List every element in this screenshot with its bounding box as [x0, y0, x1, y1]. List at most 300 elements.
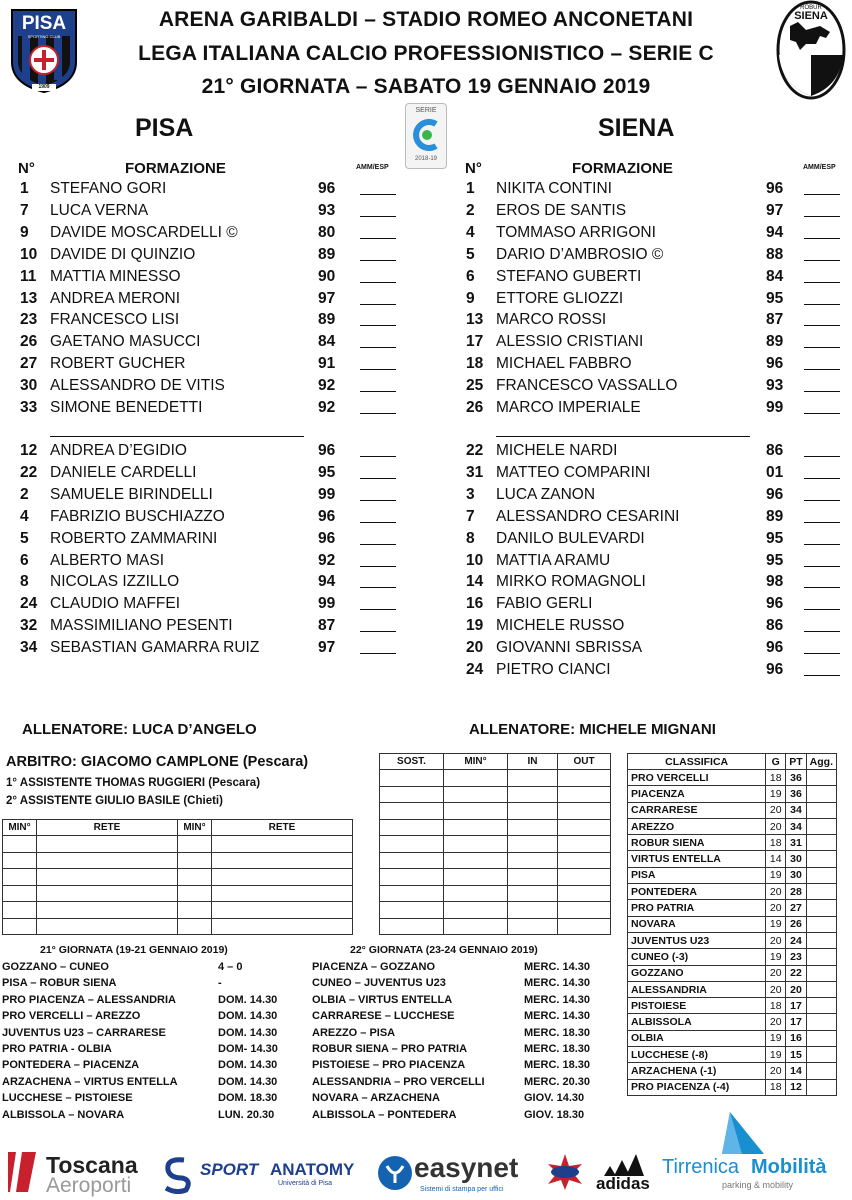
- standings-row: [628, 1063, 837, 1079]
- standings-pt-header: PT: [786, 754, 806, 770]
- standings-agg-header: Agg.: [806, 754, 836, 770]
- standings-games: 20: [766, 965, 786, 981]
- standings-games: 19: [766, 949, 786, 965]
- amm-esp-field: [804, 325, 840, 326]
- player-year: 96: [766, 485, 784, 503]
- standings-row: [628, 770, 837, 786]
- goals-min2-header: MIN°: [178, 820, 212, 836]
- player-name: MICHELE NARDI: [496, 442, 618, 459]
- fixture-info: MERC. 18.30: [524, 1043, 591, 1055]
- goals-cell: [3, 852, 37, 869]
- subs-cell: [558, 803, 611, 820]
- subs-row: [380, 836, 611, 853]
- standings-points: 26: [786, 916, 806, 932]
- subs-row: [380, 770, 611, 787]
- standings-row: [628, 900, 837, 916]
- goals-row: [3, 852, 353, 869]
- subs-cell: [444, 786, 508, 803]
- fixture-info: DOM. 14.30: [218, 1026, 278, 1039]
- home-starter-player-row: [20, 268, 440, 290]
- goals-cell: [212, 918, 353, 935]
- amm-esp-field: [360, 282, 396, 283]
- fixture-match: PISTOIESE – PRO PIACENZA: [312, 1059, 466, 1072]
- fixture-row: [312, 1010, 612, 1026]
- away-starter-player-row: [466, 377, 852, 399]
- home-starter-player-row: [20, 399, 440, 421]
- amm-esp-field: [804, 631, 840, 632]
- player-name: ALBERTO MASI: [50, 551, 164, 569]
- amm-esp-field: [360, 544, 396, 545]
- amm-esp-field: [360, 413, 396, 414]
- player-year: 86: [766, 617, 784, 635]
- player-name: SEBASTIAN GAMARRA RUIZ: [50, 639, 260, 657]
- subs-cell: [558, 852, 611, 869]
- goals-cell: [178, 852, 212, 869]
- player-name: FRANCESCO VASSALLO: [496, 377, 678, 395]
- standings-games: 19: [766, 916, 786, 932]
- standings-points: 20: [786, 981, 806, 997]
- player-number: 34: [20, 639, 38, 657]
- home-sub-player-row: [20, 617, 440, 639]
- player-number: 26: [20, 333, 38, 351]
- player-name: FRANCESCO LISI: [50, 311, 180, 329]
- fixture-row: [2, 1092, 302, 1108]
- amm-esp-field: [360, 325, 396, 326]
- home-formazione-header: FORMAZIONE: [125, 160, 226, 177]
- subs-row: [380, 786, 611, 803]
- goals-row: [3, 885, 353, 902]
- home-team-name: PISA: [135, 114, 194, 142]
- player-name: NICOLAS IZZILLO: [50, 573, 180, 591]
- standings-team: CUNEO (-3): [628, 949, 766, 965]
- fixture-info: GIOV. 14.30: [524, 1092, 585, 1105]
- subs-cell: [380, 786, 444, 803]
- away-sub-player-row: [466, 617, 852, 639]
- player-year: 97: [766, 201, 784, 219]
- standings-games: 20: [766, 900, 786, 916]
- serie-c-badge: [405, 103, 447, 169]
- away-starter-player-row: [466, 180, 852, 202]
- amm-esp-field: [360, 653, 396, 654]
- player-year: 84: [318, 333, 336, 351]
- goals-table: [2, 819, 353, 935]
- player-name: MIRKO ROMAGNOLI: [496, 573, 646, 591]
- goals-cell: [3, 902, 37, 919]
- player-number: 3: [466, 485, 475, 503]
- pisa-logo-subtext: SPORTING CLUB: [27, 34, 61, 39]
- subs-cell: [558, 885, 611, 902]
- standings-g-header: G: [766, 754, 786, 770]
- tirrenica-icon: [720, 1108, 770, 1156]
- subs-cell: [508, 836, 558, 853]
- amm-esp-field: [804, 478, 840, 479]
- goals-cell: [178, 902, 212, 919]
- home-sub-player-row: [20, 552, 440, 574]
- player-year: 96: [766, 639, 784, 657]
- player-name: MASSIMILIANO PESENTI: [50, 617, 233, 635]
- away-sub-player-row: [466, 639, 852, 661]
- amm-esp-field: [804, 238, 840, 239]
- standings-points: 22: [786, 965, 806, 981]
- anatomy-text: ANATOMY: [270, 1160, 355, 1179]
- goals-rete-header: RETE: [37, 820, 178, 836]
- fixture-row: [2, 961, 302, 977]
- fixture-info: DOM. 14.30: [218, 1075, 278, 1088]
- away-sub-player-row: [466, 595, 852, 617]
- standings-team: PONTEDERA: [628, 884, 766, 900]
- player-name: MATTEO COMPARINI: [496, 463, 651, 481]
- player-number: 23: [20, 311, 38, 329]
- amm-esp-field: [360, 566, 396, 567]
- league-title: LEGA ITALIANA CALCIO PROFESSIONISTICO – SERIE C: [138, 42, 714, 65]
- home-starter-player-row: [20, 290, 440, 312]
- subs-row: [380, 852, 611, 869]
- amm-esp-field: [360, 369, 396, 370]
- standings-team: ALESSANDRIA: [628, 981, 766, 997]
- player-number: 8: [466, 529, 475, 547]
- tirrenica-text: Tirrenica: [662, 1156, 740, 1178]
- player-number: 5: [20, 529, 29, 547]
- fixture-info: MERC. 14.30: [524, 993, 591, 1006]
- standings-games: 20: [766, 818, 786, 834]
- standings-team: PRO VERCELLI: [628, 770, 766, 786]
- fixture-row: [312, 994, 612, 1010]
- away-subs-divider: [496, 436, 750, 437]
- fixture-match: PISA – ROBUR SIENA: [2, 977, 117, 990]
- home-starter-player-row: [20, 246, 440, 268]
- standings-row: [628, 884, 837, 900]
- player-name: ROBERT GUCHER: [50, 355, 186, 373]
- standings-games: 19: [766, 1030, 786, 1046]
- subs-cell: [444, 836, 508, 853]
- subs-cell: [444, 770, 508, 787]
- away-sub-player-row: [466, 573, 852, 595]
- amm-esp-field: [804, 391, 840, 392]
- home-sub-player-row: [20, 573, 440, 595]
- home-sub-player-row: [20, 486, 440, 508]
- away-sub-player-row: [466, 442, 852, 464]
- amm-esp-field: [360, 194, 396, 195]
- player-name: PIETRO CIANCI: [496, 661, 611, 678]
- subs-cell: [444, 819, 508, 836]
- fixture-info: GIOV. 18.30: [524, 1108, 585, 1121]
- standings-row: [628, 965, 837, 981]
- fixture-match: PRO PIACENZA – ALESSANDRIA: [2, 993, 176, 1006]
- standings-points: 36: [786, 786, 806, 802]
- player-year: 96: [766, 661, 784, 678]
- subs-cell: [508, 869, 558, 886]
- player-number: 18: [466, 355, 484, 373]
- subs-cell: [558, 902, 611, 919]
- player-year: 89: [766, 507, 784, 525]
- referee: ARBITRO: GIACOMO CAMPLONE (Pescara): [6, 754, 309, 770]
- away-starter-player-row: [466, 202, 852, 224]
- standings-points: 14: [786, 1063, 806, 1079]
- amm-esp-field: [804, 566, 840, 567]
- fixture-match: CUNEO – JUVENTUS U23: [312, 977, 446, 990]
- player-name: DANIELE CARDELLI: [50, 463, 197, 481]
- standings-row: [628, 916, 837, 932]
- amm-esp-field: [804, 260, 840, 261]
- subs-in-header: IN: [508, 754, 558, 770]
- standings-row: [628, 851, 837, 867]
- player-year: 99: [318, 595, 336, 613]
- sport-text: SPORT: [200, 1160, 259, 1179]
- fixture-info: MERC. 14.30: [524, 977, 591, 990]
- fixture-match: JUVENTUS U23 – CARRARESE: [2, 1026, 166, 1039]
- amm-esp-field: [360, 478, 396, 479]
- goals-cell: [178, 885, 212, 902]
- player-number: 30: [20, 377, 38, 395]
- standings-agg: [806, 786, 836, 802]
- away-sub-player-row: [466, 508, 852, 530]
- player-number: 24: [466, 661, 484, 678]
- subs-cell: [508, 918, 558, 935]
- fixture-match: ROBUR SIENA – PRO PATRIA: [312, 1043, 468, 1055]
- fixture-info: MERC. 18.30: [524, 1026, 591, 1039]
- player-year: 97: [318, 639, 336, 657]
- player-year: 98: [766, 573, 784, 591]
- adidas-text: adidas: [596, 1174, 650, 1193]
- amm-esp-field: [360, 260, 396, 261]
- standings-agg: [806, 900, 836, 916]
- player-year: 90: [318, 267, 336, 285]
- player-year: 96: [318, 507, 336, 525]
- subs-cell: [380, 869, 444, 886]
- goals-row: [3, 918, 353, 935]
- goals-cell: [37, 852, 178, 869]
- subs-cell: [444, 902, 508, 919]
- away-sub-player-row: [466, 661, 852, 683]
- fixture-match: PONTEDERA – PIACENZA: [2, 1059, 140, 1072]
- subs-cell: [380, 885, 444, 902]
- subs-cell: [508, 819, 558, 836]
- standings-points: 16: [786, 1030, 806, 1046]
- goals-cell: [212, 885, 353, 902]
- amm-esp-field: [804, 413, 840, 414]
- player-year: 84: [766, 267, 784, 285]
- player-name: ETTORE GLIOZZI: [496, 289, 624, 307]
- player-number: 5: [466, 245, 475, 263]
- standings-points: 30: [786, 867, 806, 883]
- player-name: STEFANO GORI: [50, 180, 167, 197]
- player-number: 4: [466, 223, 475, 241]
- subs-cell: [380, 803, 444, 820]
- player-year: 86: [766, 442, 784, 459]
- amm-esp-field: [804, 544, 840, 545]
- player-name: LUCA ZANON: [496, 485, 596, 503]
- standings-team: PRO PATRIA: [628, 900, 766, 916]
- amm-esp-field: [804, 609, 840, 610]
- goals-cell: [212, 902, 353, 919]
- standings-agg: [806, 835, 836, 851]
- amm-esp-field: [360, 456, 396, 457]
- assistant-2: 2° ASSISTENTE GIULIO BASILE (Chieti): [6, 795, 223, 807]
- standings-games: 20: [766, 932, 786, 948]
- player-year: 95: [766, 289, 784, 307]
- standings-row: [628, 1079, 837, 1095]
- subs-row: [380, 885, 611, 902]
- player-number: 22: [20, 463, 38, 481]
- fixture-info: LUN. 20.30: [218, 1108, 275, 1121]
- subs-cell: [444, 869, 508, 886]
- standings-team: CARRARESE: [628, 802, 766, 818]
- fixture-row: [2, 994, 302, 1010]
- player-year: 87: [766, 311, 784, 329]
- substitutions-table: [379, 753, 611, 935]
- fixture-row: [2, 1043, 302, 1059]
- subs-row: [380, 918, 611, 935]
- subs-cell: [558, 770, 611, 787]
- subs-cell: [508, 902, 558, 919]
- standings-team: GOZZANO: [628, 965, 766, 981]
- subs-cell: [508, 852, 558, 869]
- subs-cell: [508, 803, 558, 820]
- player-year: 91: [318, 355, 336, 373]
- standings-games: 20: [766, 981, 786, 997]
- standings-row: [628, 1047, 837, 1063]
- player-number: 14: [466, 573, 484, 591]
- standings-table: [627, 753, 837, 1096]
- player-name: DANILO BULEVARDI: [496, 529, 645, 547]
- standings-points: 24: [786, 932, 806, 948]
- fixture-match: PIACENZA – GOZZANO: [312, 961, 436, 973]
- pisa-logo-year: 1909: [38, 84, 50, 90]
- home-sub-player-row: [20, 508, 440, 530]
- player-year: 92: [318, 377, 336, 395]
- standings-row: [628, 1014, 837, 1030]
- amm-esp-field: [804, 282, 840, 283]
- fixture-row: [2, 1027, 302, 1043]
- fixture-row: [312, 1092, 612, 1108]
- subs-out-header: OUT: [558, 754, 611, 770]
- player-name: LUCA VERNA: [50, 201, 149, 219]
- amm-esp-field: [360, 216, 396, 217]
- standings-row: [628, 835, 837, 851]
- player-year: 96: [766, 595, 784, 613]
- standings-team: NOVARA: [628, 916, 766, 932]
- player-year: 92: [318, 551, 336, 569]
- player-name: FABRIZIO BUSCHIAZZO: [50, 507, 225, 525]
- fixture-match: CARRARESE – LUCCHESE: [312, 1010, 455, 1023]
- standings-row: [628, 949, 837, 965]
- standings-agg: [806, 818, 836, 834]
- standings-points: 31: [786, 835, 806, 851]
- standings-agg: [806, 965, 836, 981]
- player-number: 6: [20, 551, 29, 569]
- standings-agg: [806, 867, 836, 883]
- player-number: 17: [466, 333, 484, 351]
- amm-esp-field: [360, 609, 396, 610]
- fixture-row: [312, 1076, 612, 1092]
- player-name: MICHAEL FABBRO: [496, 355, 632, 373]
- standings-agg: [806, 932, 836, 948]
- standings-agg: [806, 1014, 836, 1030]
- player-number: 2: [20, 485, 29, 503]
- player-name: ALESSIO CRISTIANI: [496, 333, 644, 351]
- fixture-row: [2, 1076, 302, 1092]
- subs-row: [380, 819, 611, 836]
- player-year: 95: [766, 529, 784, 547]
- amm-esp-field: [804, 456, 840, 457]
- amm-esp-field: [804, 194, 840, 195]
- goals-cell: [37, 885, 178, 902]
- player-year: 96: [766, 180, 784, 197]
- standings-points: 23: [786, 949, 806, 965]
- player-number: 10: [466, 551, 484, 569]
- player-number: 13: [466, 311, 484, 329]
- home-coach: ALLENATORE: LUCA D’ANGELO: [22, 721, 257, 738]
- player-number: 33: [20, 399, 38, 416]
- player-name: NIKITA CONTINI: [496, 180, 612, 197]
- easynet-icon: [378, 1156, 412, 1190]
- home-sub-player-row: [20, 639, 440, 661]
- player-name: SIMONE BENEDETTI: [50, 399, 203, 416]
- standings-games: 20: [766, 1063, 786, 1079]
- fixture-info: MERC. 20.30: [524, 1075, 591, 1088]
- home-starter-player-row: [20, 355, 440, 377]
- standings-games: 18: [766, 1079, 786, 1095]
- tirrenica-subtext: parking & mobility: [722, 1180, 794, 1190]
- standings-row: [628, 998, 837, 1014]
- serie-c-icon: [412, 118, 442, 152]
- standings-row: [628, 981, 837, 997]
- standings-points: 17: [786, 1014, 806, 1030]
- goals-row: [3, 869, 353, 886]
- mobilita-text: Mobilità: [751, 1156, 827, 1178]
- amm-esp-field: [360, 522, 396, 523]
- fixture-row: [312, 1109, 612, 1125]
- sport-3000-icon: [542, 1152, 588, 1192]
- fixture-info: DOM. 14.30: [218, 1059, 278, 1072]
- sport-anatomy-subtext: Università di Pisa: [278, 1180, 333, 1187]
- amm-esp-field: [804, 500, 840, 501]
- away-starter-player-row: [466, 224, 852, 246]
- goals-row: [3, 836, 353, 853]
- goals-cell: [212, 836, 353, 853]
- subs-cell: [380, 819, 444, 836]
- away-formazione-header: FORMAZIONE: [572, 160, 673, 177]
- standings-games: 18: [766, 770, 786, 786]
- serie-badge-top: SERIE: [415, 107, 437, 114]
- standings-team: PISA: [628, 867, 766, 883]
- standings-team: VIRTUS ENTELLA: [628, 851, 766, 867]
- fixture-match: ARZACHENA – VIRTUS ENTELLA: [2, 1075, 178, 1088]
- standings-team: ALBISSOLA: [628, 1014, 766, 1030]
- player-name: ROBERTO ZAMMARINI: [50, 529, 218, 547]
- player-number: 12: [20, 442, 38, 459]
- standings-row: [628, 932, 837, 948]
- standings-points: 34: [786, 802, 806, 818]
- subs-cell: [380, 902, 444, 919]
- player-year: 89: [318, 245, 336, 263]
- fixture-match: OLBIA – VIRTUS ENTELLA: [312, 993, 453, 1006]
- fixture-match: GOZZANO – CUNEO: [2, 961, 109, 973]
- player-number: 26: [466, 399, 484, 416]
- standings-agg: [806, 916, 836, 932]
- subs-cell: [508, 770, 558, 787]
- player-number: 32: [20, 617, 38, 635]
- standings-agg: [806, 1063, 836, 1079]
- fixture-row: [2, 1059, 302, 1075]
- amm-esp-field: [804, 369, 840, 370]
- player-number: 13: [20, 289, 38, 307]
- fixture-info: MERC. 14.30: [524, 961, 591, 973]
- amm-esp-field: [804, 216, 840, 217]
- fixture-match: ALBISSOLA – NOVARA: [2, 1108, 125, 1121]
- standings-team: JUVENTUS U23: [628, 932, 766, 948]
- round22-title: 22° GIORNATA (23-24 GENNAIO 2019): [350, 944, 538, 956]
